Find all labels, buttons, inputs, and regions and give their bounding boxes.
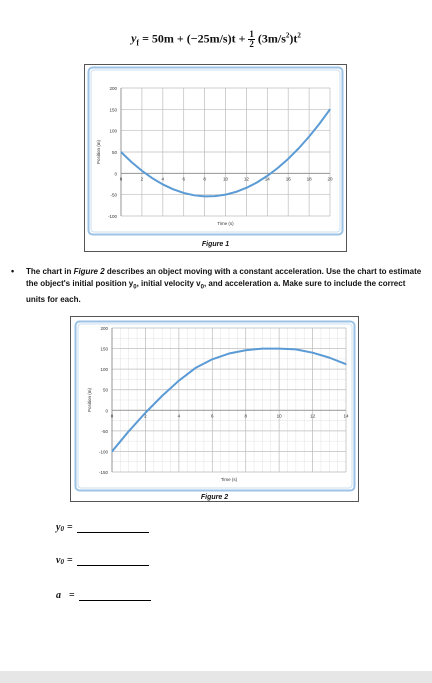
figure2-y-tick-label: -150	[98, 470, 108, 475]
figure1-data-point	[277, 167, 278, 168]
figure2-y-tick-label: 150	[100, 346, 108, 352]
figure2-y-tick-label: -100	[98, 449, 108, 455]
question-sub-y0: 0	[133, 284, 137, 291]
figure1-data-point	[319, 123, 320, 124]
figure2-x-tick-label: 10	[276, 413, 282, 419]
figure2-x-tick-label: 2	[144, 413, 147, 419]
figure2-y-tick-label: -50	[101, 428, 108, 434]
figure1-data-point	[120, 151, 121, 152]
figure2-y-tick-label: 100	[100, 367, 108, 373]
figure1-chart-border	[89, 68, 343, 235]
figure1-data-point	[225, 194, 226, 195]
answer-a-var: a	[56, 590, 61, 601]
figure2-x-tick-label: 0	[110, 413, 114, 419]
question-sub-v0: 0	[200, 284, 204, 291]
figure1-y-tick-label: 150	[109, 107, 117, 113]
figure2-y-tick-label: 0	[105, 408, 108, 414]
answer-y0	[56, 522, 149, 533]
figure2-caption: Figure 2	[200, 494, 229, 501]
kinematics-equation	[0, 30, 432, 49]
figure1-data-point	[131, 161, 132, 162]
figure2-data-point	[195, 367, 196, 368]
figure2-data-point	[162, 395, 163, 396]
figure1-y-tick-label: 50	[111, 150, 117, 155]
figure1-x-tick-label: 8	[203, 176, 206, 182]
eq-sup-2: 2	[297, 31, 301, 40]
answer-a-blank[interactable]	[79, 591, 151, 601]
figure2-data-point	[345, 364, 346, 365]
figure1-data-point	[235, 191, 236, 192]
figure2-data-point	[312, 352, 313, 353]
answer-v0-var: v	[56, 555, 61, 566]
page-footer-bar	[0, 671, 432, 683]
answer-v0	[56, 555, 149, 566]
figure1-x-tick-label: 14	[264, 176, 270, 182]
figure1-x-axis-title: Time (s)	[217, 221, 234, 226]
figure2-data-point	[329, 357, 330, 358]
bullet-marker: •	[11, 266, 15, 276]
figure1-x-tick-label: 4	[161, 176, 165, 182]
question-text-4: , and acceleration a. Make sure to include the correct units for each.	[26, 278, 406, 304]
figure1-data-point	[141, 170, 142, 171]
figure1-y-tick-label: 0	[114, 171, 117, 177]
figure1-y-tick-label: -100	[107, 214, 117, 219]
figure2-x-tick-label: 12	[310, 413, 316, 419]
figure2-data-point	[212, 359, 213, 360]
figure1-data-point	[194, 195, 195, 196]
figure2-x-tick-label: 14	[343, 413, 349, 419]
figure2-x-axis-title: Time (s)	[220, 477, 238, 482]
figure1-data-point	[173, 189, 174, 190]
figure1-y-axis-title: Position (m)	[96, 139, 101, 165]
figure2-data-point	[295, 349, 296, 350]
figure2-x-tick-label: 4	[177, 413, 181, 419]
answer-v0-sub: 0	[60, 558, 64, 566]
figure1-x-tick-label: 10	[222, 176, 229, 182]
eq-lhs-sub: f	[136, 38, 140, 48]
figure2-data-point	[245, 350, 246, 351]
figure1-data-point	[214, 196, 215, 197]
answer-v0-eq: =	[66, 555, 73, 566]
figure1-data-point	[267, 175, 268, 176]
figure1-x-tick-label: 18	[306, 176, 312, 182]
figure1-y-tick-label: 200	[109, 86, 117, 91]
figure1-x-tick-label: 2	[140, 176, 144, 182]
figure1-data-point	[152, 178, 153, 179]
question-text-3: , initial velocity v	[136, 278, 201, 288]
figure2-data-point	[279, 348, 280, 349]
figure2-data-point	[128, 431, 129, 432]
eq-rhs-start: = 50m + (−25m/s)t +	[142, 31, 249, 46]
question-text	[26, 267, 421, 304]
figure1-y-tick-label: -50	[110, 192, 117, 198]
figure1-data-point	[298, 148, 299, 149]
figure1-data-point	[246, 187, 247, 188]
figure1-x-tick-label: 0	[119, 176, 123, 182]
figure1-data-point	[329, 109, 330, 110]
answer-y0-eq: =	[66, 522, 73, 533]
figure1-data-point	[162, 184, 163, 185]
eq-lhs-var: y	[131, 31, 137, 46]
eq-frac-num: 1	[249, 29, 254, 39]
figure2-y-axis-title: Position (m)	[87, 387, 92, 413]
figure2-y-tick-label: 50	[102, 387, 108, 393]
question-figure-ref: Figure 2	[73, 267, 105, 276]
eq-rhs-close: )t	[289, 31, 298, 46]
question-paragraph	[11, 266, 426, 305]
figure1-data-point	[256, 182, 257, 183]
answer-y0-sub: 0	[60, 525, 64, 533]
question-text-2: describes an object moving with a constant acceleration. Use the chart to estimate the object's initial position y	[26, 267, 422, 288]
figure2-data-point	[111, 451, 112, 452]
figure1-data-point	[183, 192, 184, 193]
figure2-x-tick-label: 6	[211, 413, 214, 419]
figure1-x-tick-label: 16	[285, 176, 291, 182]
figure2-y-tick-label: 200	[100, 326, 108, 331]
figure1-data-point	[288, 158, 289, 159]
answer-a-eq: =	[69, 590, 75, 601]
question-text-1: The chart in	[26, 267, 74, 276]
figure1-data-point	[204, 196, 205, 197]
answer-a	[56, 590, 151, 601]
figure2-data-point	[145, 412, 146, 413]
answer-y0-var: y	[56, 522, 61, 533]
eq-sup-1: 2	[285, 31, 290, 40]
figure1-x-tick-label: 12	[243, 176, 249, 182]
figure2-x-tick-label: 8	[244, 413, 247, 419]
figure2-chart	[74, 320, 356, 492]
answer-v0-blank[interactable]	[77, 556, 149, 566]
eq-fraction	[248, 30, 255, 49]
figure1-chart	[87, 66, 344, 236]
figure2-data-point	[262, 348, 263, 349]
eq-lhs	[131, 31, 140, 48]
figure1-x-tick-label: 20	[327, 176, 333, 182]
figure1-caption: Figure 1	[201, 241, 230, 248]
figure2-data-point	[178, 380, 179, 381]
eq-rhs-end: (3m/s	[257, 31, 286, 46]
figure1-y-tick-label: 100	[109, 128, 117, 134]
figure2-data-point	[228, 353, 229, 354]
eq-frac-den: 2	[249, 39, 254, 49]
figure1-data-point	[309, 136, 310, 137]
figure1-x-tick-label: 6	[182, 176, 185, 182]
answer-y0-blank[interactable]	[77, 523, 149, 533]
